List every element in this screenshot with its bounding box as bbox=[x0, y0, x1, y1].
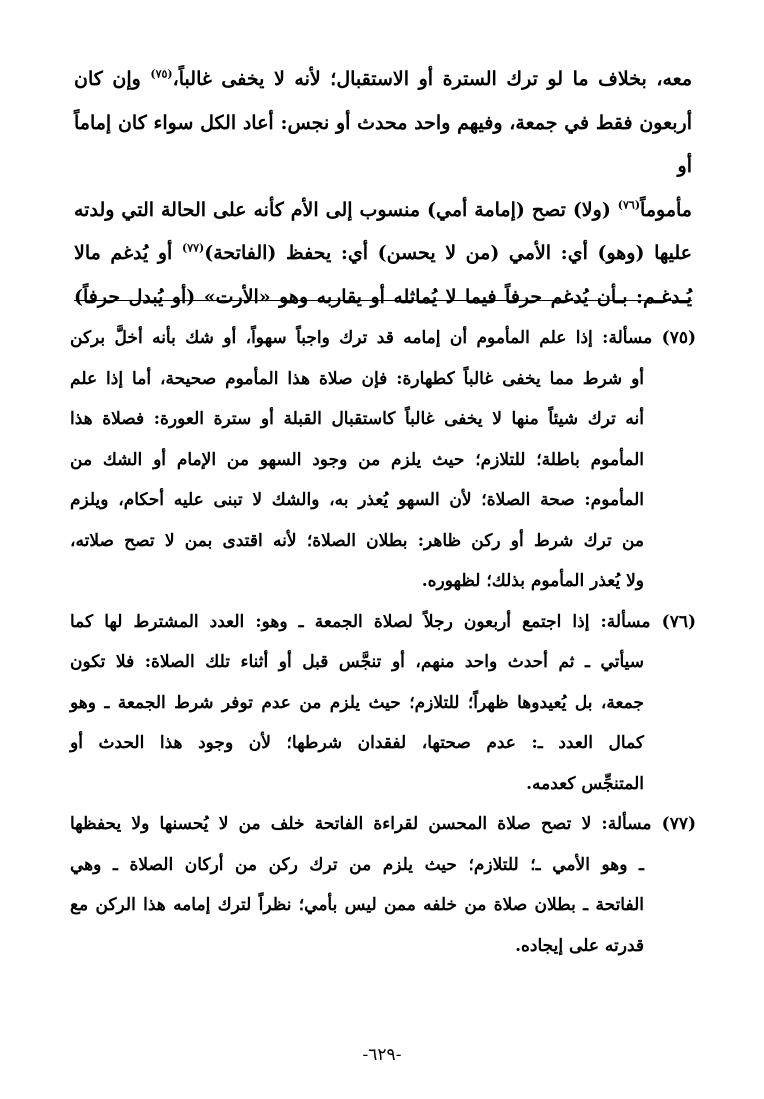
footnote-line: (٧٧) مسألة: لا تصح صلاة المحسن لقراءة الفاتحة خلف من لا يُحسنها ولا يحفظها bbox=[70, 814, 696, 834]
footnote-number: (٧٦) bbox=[661, 611, 696, 632]
footnote-line: أنه ترك شيئاً منها لا يخفى غالباً كاستقبال القبلة أو سترة العورة: فصلاة هذا bbox=[70, 409, 644, 429]
footnote-number: (٧٧) bbox=[661, 814, 696, 834]
footnote-line: الفاتحة ـ بطلان صلاة من خلفه ممن ليس بأمي؛ نظراً لترك إمامه هذا الركن مع bbox=[70, 895, 644, 915]
main-text-line: مأموماً$^{(٧٦)}$ (ولا) تصح (إمامة أمي) منسوب إلى الأم كأنه على الحالة التي ولدته bbox=[74, 198, 692, 221]
footnote-line: ـ وهو الأمي ـ؛ للتلازم؛ حيث يلزم من ترك ركن من أركان الصلاة ـ وهي bbox=[70, 854, 644, 875]
footnote-line: ولا يُعذر المأموم بذلك؛ لظهوره. bbox=[421, 571, 644, 591]
main-text-line: معه، بخلاف ما لو ترك السترة أو الاستقبال؛ لأنه لا يخفى غالباً،$^{(٧٥)}$ وإن كان bbox=[74, 67, 693, 90]
main-text-line: عليها (وهو) أي: الأمي (من لا يحسن) أي: يحفظ (الفاتحة)$^{(٧٧)}$ أو يُدغم مالا bbox=[74, 241, 692, 264]
footnote-line: من ترك شرط أو ركن ظاهر: بطلان الصلاة؛ لأنه اقتدى بمن لا تصح صلاته، bbox=[70, 530, 644, 551]
main-text bbox=[74, 58, 692, 319]
footnote-75 bbox=[70, 318, 696, 602]
footnote-ref-77[interactable]: (٧٧) bbox=[181, 241, 205, 255]
footnote-label: مسألة bbox=[608, 328, 653, 348]
footnotes bbox=[70, 318, 696, 966]
footnote-line: المتنجِّس كعدمه. bbox=[526, 773, 644, 794]
footnote-line: (٧٦) مسألة: إذا اجتمع أربعون رجلاً لصلاة الجمعة ـ وهو: العدد المشترط لها كما bbox=[70, 611, 696, 632]
footnote-ref-75[interactable]: (٧٥) bbox=[150, 67, 173, 81]
footnote-line: المأموم باطلة؛ للتلازم؛ حيث يلزم من وجود السهو من الإمام أو الشك من bbox=[70, 449, 644, 470]
footnote-label: مسألة bbox=[607, 814, 652, 834]
page-number: -٦٢٩- bbox=[362, 1045, 402, 1065]
footnote-ref-76[interactable]: (٧٦) bbox=[617, 198, 641, 212]
footnote-line: كمال العدد ـ: عدم صحتها، لفقدان شرطها؛ لأن وجود هذا الحدث أو bbox=[70, 733, 644, 753]
footnote-line: جمعة، بل يُعيدوها ظهراً؛ للتلازم؛ حيث يلزم من عدم توفر شرط الجمعة ـ وهو bbox=[70, 692, 644, 713]
footnote-77 bbox=[70, 804, 696, 966]
main-text-line: يُـدغـم: بـأن يُدغم حرفاً فيما لا يُماثله أو يقاربه وهو «الأرت» (أو يُبدل حرفاً) bbox=[74, 285, 692, 308]
footnote-separator bbox=[74, 300, 692, 301]
footnote-line: أو شرط مما يخفى غالباً كطهارة: فإن صلاة هذا المأموم صحيحة، أما إذا علم bbox=[70, 368, 644, 389]
footnote-line: قدرته على إيجاده. bbox=[515, 935, 644, 956]
footnote-label: مسألة bbox=[606, 611, 651, 632]
footnote-line: (٧٥) مسألة: إذا علم المأموم أن إمامه قد ترك واجباً سهواً، أو شك بأنه أخلَّ بركن bbox=[70, 328, 696, 348]
footnote-76 bbox=[70, 602, 696, 805]
footnote-line: المأموم: صحة الصلاة؛ لأن السهو يُعذر به، والشك لا تبنى عليه أحكام، ويلزم bbox=[70, 490, 644, 510]
main-text-line: أربعون فقط في جمعة، وفيهم واحد محدث أو نجس: أعاد الكل سواء كان إماماً أو bbox=[74, 111, 692, 177]
footnote-line: سيأتي ـ ثم أحدث واحد منهم، أو تنجَّس قبل أو أثناء تلك الصلاة: فلا تكون bbox=[70, 652, 644, 672]
footnote-number: (٧٥) bbox=[661, 328, 696, 348]
